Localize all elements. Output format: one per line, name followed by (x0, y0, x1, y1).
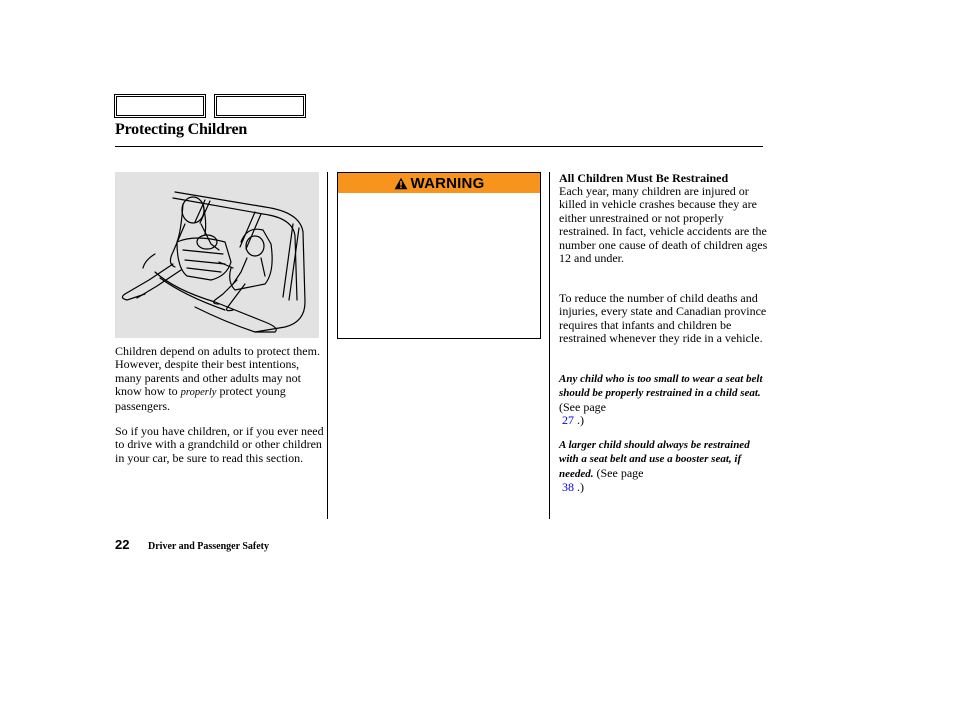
page-title: Protecting Children (115, 121, 248, 138)
statistics-paragraph: Each year, many children are injured or killed in vehicle crashes because they are either unrestrained or not properly restrained. In fact, vehicle accidents are the number one cause of death of children ages 12 and under. (559, 184, 768, 266)
child-seat-emphasis: Any child who is too small to wear a seat belt should be properly restrained in a child seat. (559, 373, 763, 400)
nav-button-1[interactable] (114, 94, 206, 118)
warning-triangle-icon (394, 177, 408, 190)
column-divider-2 (549, 172, 550, 519)
intro-paragraph (115, 345, 325, 413)
children-in-seat-illustration (115, 172, 319, 338)
advice-paragraph: So if you have children, or if you ever need to drive with a grandchild or other children in your car, be sure to read this section. (115, 424, 324, 465)
intro-text-a: Children depend on adults to protect them. However, despite their best intentions, many parents and other adults may not know how to (115, 344, 320, 399)
page-link-38[interactable]: 38 (562, 480, 574, 495)
booster-seat-emphasis: A larger child should always be restrained with a seat belt and use a booster seat, if needed. (559, 439, 750, 480)
see-page-text: (See page (593, 465, 644, 480)
page-number: 22 (115, 537, 130, 552)
intro-text-b: protect young passengers. (115, 384, 286, 413)
title-divider (115, 146, 763, 147)
child-seat-paragraph (559, 372, 769, 428)
warning-header (338, 173, 540, 193)
see-page-text: (See page (559, 399, 606, 414)
warning-label: WARNING (410, 174, 485, 192)
page-link-27[interactable]: 27 (562, 413, 574, 428)
close-paren: .) (574, 480, 584, 495)
law-paragraph: To reduce the number of child deaths and injuries, every state and Canadian province requires that infants and children be restrained whenever they ride in a vehicle. (559, 291, 767, 346)
section-heading: All Children Must Be Restrained (559, 171, 729, 185)
booster-seat-paragraph (559, 438, 769, 495)
warning-box (337, 172, 541, 339)
column-divider-1 (327, 172, 328, 519)
intro-emphasis: properly (180, 387, 217, 399)
seat-illustration-graphic (115, 172, 319, 338)
nav-button-2[interactable] (214, 94, 306, 118)
section-name: Driver and Passenger Safety (148, 541, 270, 552)
close-paren: .) (574, 413, 584, 428)
